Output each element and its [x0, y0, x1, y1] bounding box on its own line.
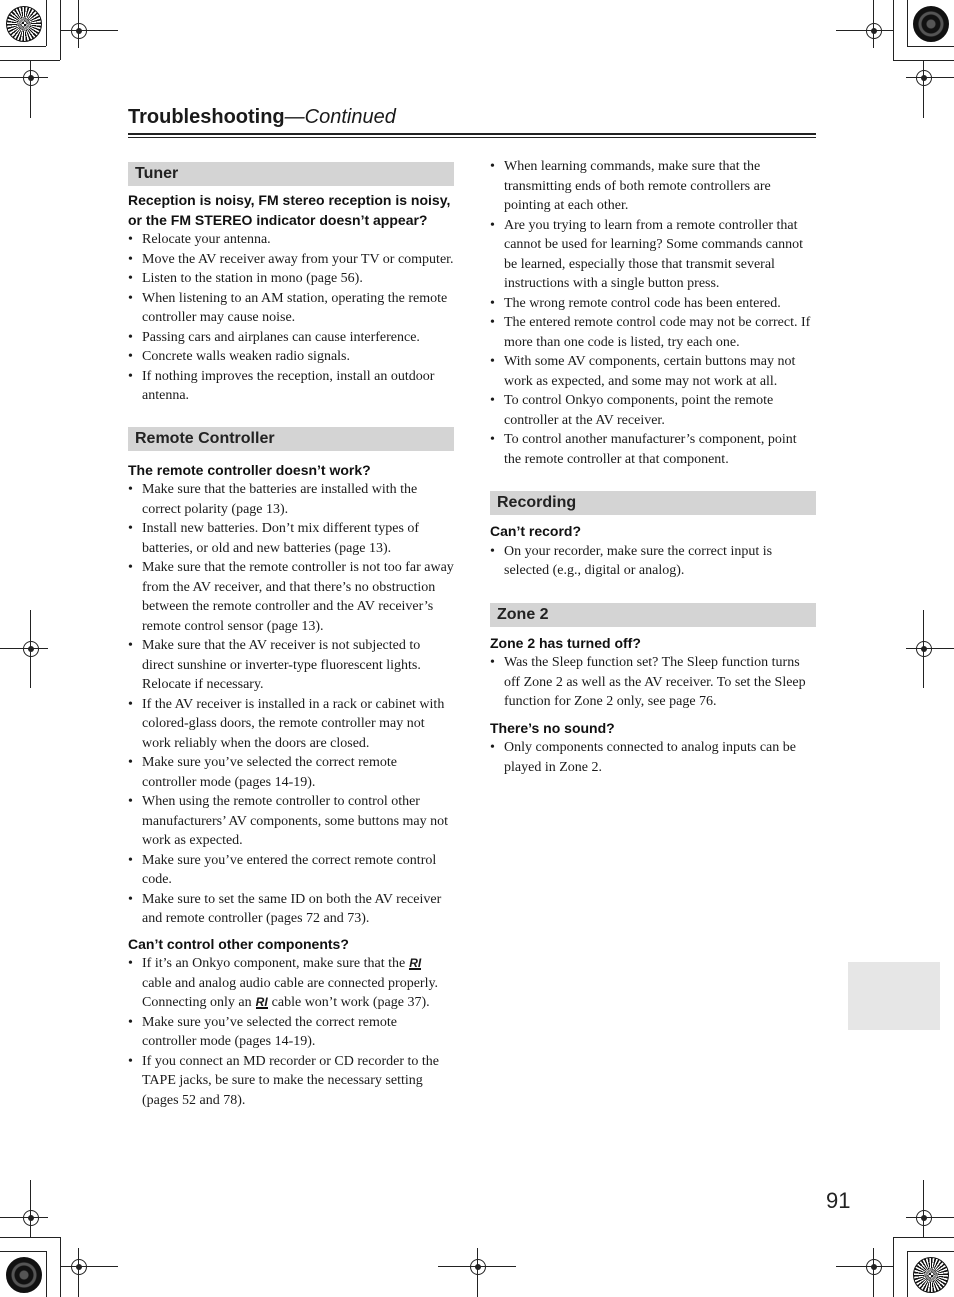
crop-mark — [906, 1217, 954, 1218]
list-item: • Make sure you’ve selected the correct remote controller mode (pages 14-19). — [128, 1013, 454, 1052]
list-item: • When listening to an AM station, operating the remote controller may cause noise. — [128, 289, 454, 328]
ri-text-b: cable and analog audio cable are connected properly. Connecting only an — [142, 975, 439, 1010]
list-item: • When learning commands, make sure that the transmitting ends of both remote controllers are pointing at each other. — [490, 157, 816, 216]
crop-mark — [0, 1251, 46, 1252]
page-title: Troubleshooting — [128, 106, 285, 128]
section-heading-tuner: Tuner — [128, 162, 454, 186]
crop-mark — [836, 1266, 894, 1267]
list-item: • Make sure to set the same ID on both the AV receiver and remote controller (pages 72 and 73). — [128, 890, 454, 929]
list-item: • On your recorder, make sure the correct input is selected (e.g., digital or analog). — [490, 542, 816, 581]
crop-mark — [60, 1237, 61, 1297]
registration-crosshair — [470, 1259, 486, 1275]
crop-mark — [0, 1217, 48, 1218]
recording-answer-list — [490, 542, 816, 581]
list-item: • Install new batteries. Don’t mix different types of batteries, or old and new batteries (page 13). — [128, 519, 454, 558]
question-cant-control: Can’t control other components? — [128, 935, 349, 952]
crop-mark — [873, 0, 874, 48]
crop-mark — [907, 46, 954, 47]
crop-mark — [873, 1248, 874, 1297]
list-item: • Are you trying to learn from a remote controller that cannot be used for learning? Some commands cannot be learned, especially those that transmit several instructions with a single button press. — [490, 216, 816, 294]
crop-mark — [907, 0, 908, 46]
crop-mark — [78, 0, 79, 48]
crop-mark — [923, 610, 924, 688]
crop-mark — [907, 1251, 908, 1297]
page-number: 91 — [826, 1188, 851, 1213]
list-item: • Only components connected to analog inputs can be played in Zone 2. — [490, 738, 816, 777]
list-item: • Make sure that the batteries are installed with the correct polarity (page 13). — [128, 480, 454, 519]
registration-crosshair — [23, 70, 39, 86]
list-item: • Make sure that the remote controller is not too far away from the AV receiver, and that there’s no obstruction between the remote controller and the AV receiver’s remote control sensor (page 13). — [128, 558, 454, 636]
registration-rosette-bottom-right — [913, 1257, 949, 1293]
list-item: • To control Onkyo components, point the remote controller at the AV receiver. — [490, 391, 816, 430]
list-item: • Relocate your antenna. — [128, 230, 454, 250]
ri-logo-icon: RI — [255, 995, 268, 1009]
crop-mark — [60, 30, 118, 31]
registration-crosshair — [71, 1259, 87, 1275]
crop-mark — [0, 648, 48, 649]
crop-mark — [0, 77, 48, 78]
section-heading-remote-controller: Remote Controller — [128, 427, 454, 451]
crop-mark — [30, 610, 31, 688]
control-answer-list — [128, 954, 454, 1110]
ri-text-a: If it’s an Onkyo component, make sure that the — [142, 956, 406, 971]
crop-mark — [30, 1180, 31, 1238]
list-item: • Make sure you’ve entered the correct remote control code. — [128, 851, 454, 890]
crop-mark — [893, 1237, 894, 1297]
registration-crosshair — [23, 641, 39, 657]
list-item: • To control another manufacturer’s component, point the remote controller at that component. — [490, 430, 816, 469]
registration-crosshair — [866, 23, 882, 39]
crop-mark — [907, 1251, 954, 1252]
list-item: • Move the AV receiver away from your TV or computer. — [128, 250, 454, 270]
list-item: • If the AV receiver is installed in a rack or cabinet with colored-glass doors, the remote controller may not work reliably when the doors are closed. — [128, 695, 454, 754]
list-item: • With some AV components, certain buttons may not work as expected, and some may not work at all. — [490, 352, 816, 391]
crop-mark — [906, 648, 954, 649]
section-heading-zone2: Zone 2 — [490, 603, 816, 627]
crop-mark — [60, 1266, 118, 1267]
question-cant-record: Can’t record? — [490, 523, 582, 539]
header-rule — [128, 133, 816, 135]
registration-rosette-top-left — [6, 6, 42, 42]
right-column — [490, 157, 816, 777]
tuner-answer-list — [128, 230, 454, 406]
list-item: • Concrete walls weaken radio signals. — [128, 347, 454, 367]
list-item: • Passing cars and airplanes can cause interference. — [128, 328, 454, 348]
list-item: • The wrong remote control code has been entered. — [490, 294, 816, 314]
list-item: • When using the remote controller to control other manufacturers’ AV components, some buttons may not work as expected. — [128, 792, 454, 851]
list-item: • The entered remote control code may not be correct. If more than one code is listed, try each one. — [490, 313, 816, 352]
registration-crosshair — [71, 23, 87, 39]
left-column — [128, 160, 454, 1110]
remote-answer-list — [128, 480, 454, 929]
registration-rosette-top-right — [913, 6, 949, 42]
crop-mark — [46, 0, 47, 46]
crop-mark — [906, 77, 954, 78]
crop-mark — [923, 1180, 924, 1238]
remote-continued-list — [490, 157, 816, 469]
list-item: • If nothing improves the reception, install an outdoor antenna. — [128, 367, 454, 406]
registration-crosshair — [916, 70, 932, 86]
crop-mark — [46, 1251, 47, 1297]
list-item: • If you connect an MD recorder or CD recorder to the TAPE jacks, be sure to make the necessary setting (pages 52 and 78). — [128, 1052, 454, 1111]
question-remote-not-work: The remote controller doesn’t work? — [128, 461, 371, 478]
ri-text-c: cable won’t work (page 37). — [271, 995, 430, 1010]
page-title-continued: —Continued — [284, 106, 396, 128]
page-header — [128, 106, 816, 129]
header-rule-thin — [128, 137, 816, 138]
zone2-answer-list — [490, 653, 816, 712]
crop-mark — [477, 1248, 478, 1297]
crop-mark — [836, 30, 894, 31]
ri-logo-icon: RI — [409, 956, 422, 970]
question-zone2-off: Zone 2 has turned off? — [490, 634, 641, 651]
question-no-sound: There’s no sound? — [490, 719, 615, 736]
list-item-ri — [128, 954, 454, 1013]
crop-mark — [923, 60, 924, 118]
crop-mark — [78, 1248, 79, 1297]
registration-rosette-bottom-left — [6, 1257, 42, 1293]
no-sound-answer-list — [490, 738, 816, 777]
registration-crosshair — [866, 1259, 882, 1275]
section-heading-recording: Recording — [490, 491, 816, 515]
list-item: • Listen to the station in mono (page 56). — [128, 269, 454, 289]
list-item: • Was the Sleep function set? The Sleep function turns off Zone 2 as well as the AV receiver. To set the Sleep function for Zone 2 only, see page 76. — [490, 653, 816, 712]
registration-crosshair — [23, 1210, 39, 1226]
section-tab — [848, 962, 940, 1030]
crop-mark — [30, 60, 31, 118]
registration-crosshair — [916, 641, 932, 657]
registration-crosshair — [916, 1210, 932, 1226]
list-item: • Make sure that the AV receiver is not subjected to direct sunshine or inverter-type fluorescent lights. Relocate if necessary. — [128, 636, 454, 695]
list-item: • Make sure you’ve selected the correct remote controller mode (pages 14-19). — [128, 753, 454, 792]
crop-mark — [0, 46, 46, 47]
question-tuner-noisy: Reception is noisy, FM stereo reception is noisy, or the FM STEREO indicator doesn’t appear? — [128, 192, 451, 228]
